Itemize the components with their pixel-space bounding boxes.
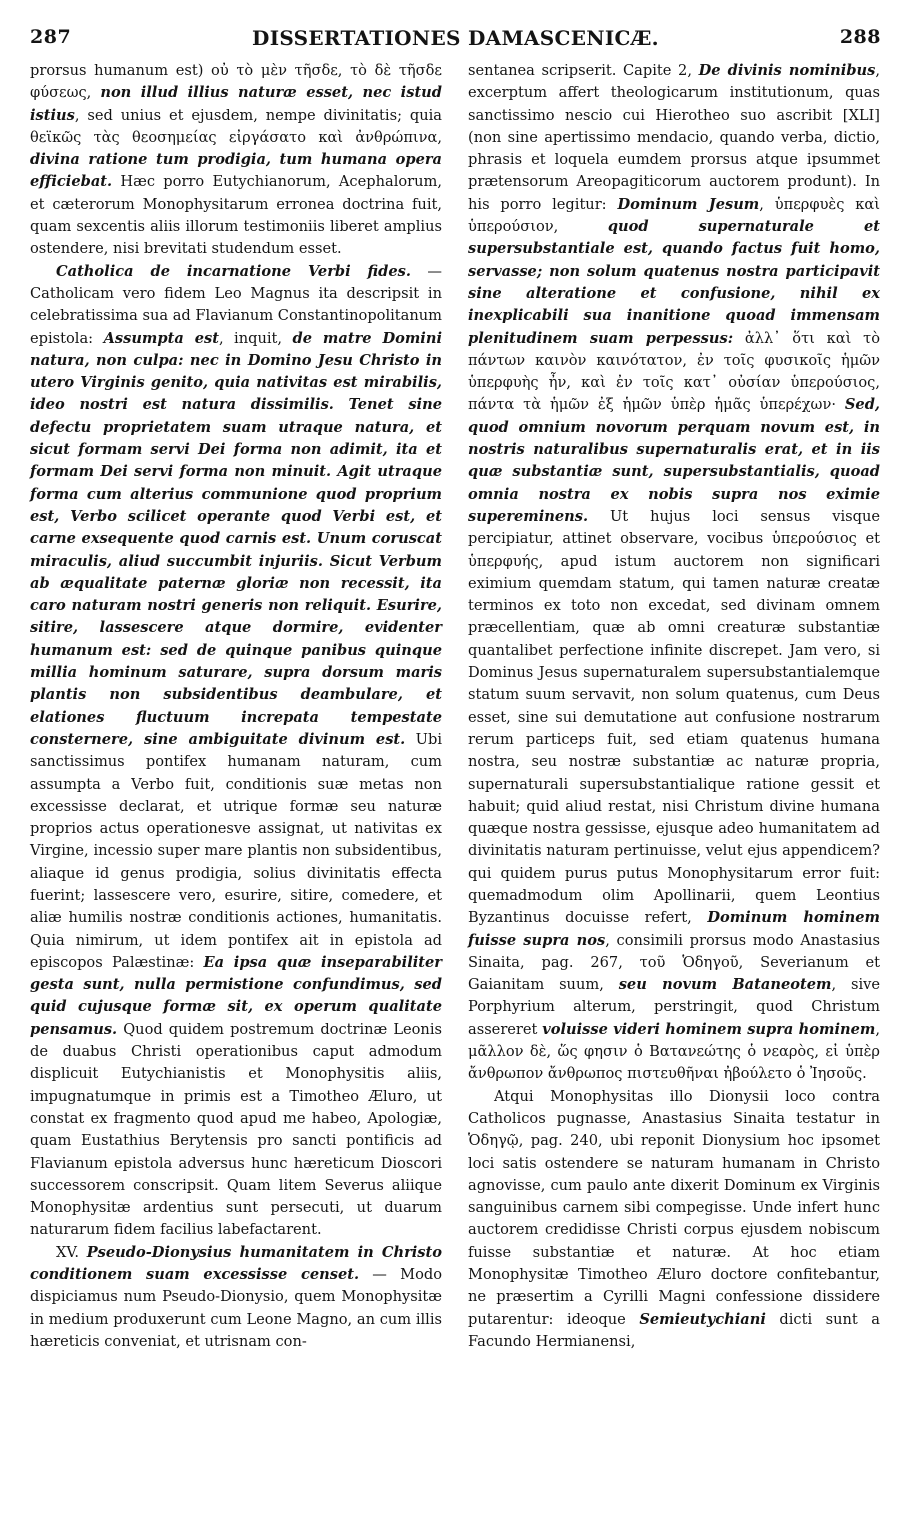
italic-text: De divinis nominibus xyxy=(698,62,876,79)
text-run: , inquit, xyxy=(218,329,293,347)
italic-text: Sed, quod omnium novorum perquam novum est, in nostris naturalibus supernaturalis erat, et in iis quæ substantiæ sunt, supersubstantialis, quoad omnia nostra ex nobis supra nos eximie supereminens. xyxy=(468,396,880,525)
paragraph xyxy=(30,261,442,1242)
left-column xyxy=(30,60,442,1353)
paragraph xyxy=(30,1242,442,1353)
right-page-number: 288 xyxy=(839,26,881,48)
text-run: prorsus humanum est) οὐ τὸ μὲν τῆσδε, τὸ δὲ τῆσδε φύσεως, xyxy=(30,62,442,102)
italic-text: Dominum hominem fuisse supra nos xyxy=(468,909,880,949)
text-run: , consimili prorsus modo Anastasius Sinaita, pag. 267, τοῦ Ὁδηγοῦ, Severianum et Gaianitam suum, xyxy=(468,931,881,994)
text-run: Atqui Monophysitas illo Dionysii loco contra Catholicos pugnasse, Anastasius Sinaita testatur in Ὁδηγῷ, pag. 240, ubi reponit Dionysium hoc ipsomet loci satis ostendere se naturam humanam in Christo agnovisse, cum paulo ante dixerit Dominum ex Virginis sanguinibus carnem sibi compegisse. Unde infert hunc auctorem credidisse Christi corpus ejusdem nobiscum fuisse substantiæ et naturæ. At hoc etiam Monophysitæ Timotheo Æluro doctore confitebantur, ne præsertim a Cyrilli Magni confessione dissidere putarentur: ideoque xyxy=(468,1087,880,1328)
italic-text: Catholica de incarnatione Verbi fides. xyxy=(56,262,411,280)
italic-text: Dominum Jesum xyxy=(617,195,760,213)
right-column xyxy=(468,60,880,1353)
italic-text: Semieutychiani xyxy=(639,1310,766,1328)
left-page-number: 287 xyxy=(30,26,72,48)
italic-text: de matre Domini natura, non culpa: nec in Domino Jesu Christo in utero Virginis genito, quia nativitas est mirabilis, ideo nostri est natura dissimilis. Tenet sine defectu proprietatem suam utraque natura, et sicut formam servi Dei forma non adimit, ita et formam Dei servi forma non minuit. Agit utraque forma cum alterius communione quod proprium est, Verbo scilicet operante quod Verbi est, et carne exsequente quod carnis est. Unum coruscat miraculis, aliud succumbit injuriis. Sicut Verbum ab æqualitate paternæ gloriæ non recessit, ita caro naturam nostri generis non reliquit. Esurire, sitire, lassescere atque dormire, evidenter humanum est: sed de quinque panibus quinque millia hominum saturare, supra dorsum maris plantis non subsidentibus deambulare, et elationes fluctuum increpata tempestate consternere, sine ambiguitate divinum est. xyxy=(30,329,442,748)
text-run: , ὑπερφυὲς καὶ ὑπερούσιον, xyxy=(468,195,880,236)
text-run: Quod quidem postremum doctrinæ Leonis de duabus Christi operationibus caput admodum displicuit Eutychianistis et Monophysitis aliis, impugnatumque in primis est a Timotheo Æluro, ut constat ex fragmento quod apud me habeo, Apologiæ, quam Eustathius Berytensis pro sancti pontificis ad Flavianum epistola adversus hunc hæreticum Dioscori successorem conscripsit. Quam litem Severus aliique Monophysitæ ardentius sunt persecuti, ut duarum naturarum fidem facilius labefactarent. xyxy=(30,1020,442,1239)
text-run: Ut hujus loci sensus visque percipiatur, attinet observare, vocibus ὑπερούσιος et ὑπερφυής, apud istum auctorem non significari eximium quemdam statum, qui tamen naturæ creatæ terminos ex toto non excedat, sed divinam omnem præcellentiam, quæ ab omni creaturæ substantiæ quantalibet perfectione infinite discrepet. Jam vero, si Dominus Jesus supernaturalem supersubstantialemque statum suum servavit, non solum quatenus, cum Deus esset, sine sui demutatione aut confusione nostrarum rerum particeps fuit, sed etiam quatenus humana nostra, seu nostræ substantiæ ac naturæ propria, supernaturali supersubstantialique ratione gessit et habuit; quid aliud restat, nisi Christum divine humana quæque nostra gessisse, ejusque adeo humanitatem ad divinitatis naturam pertinuisse, velut ejus appendicem? qui quidem purus putus Monophysitarum error fuit: quemadmodum olim Apollinarii, quem Leontius Byzantinus docuisse refert, xyxy=(468,507,880,927)
text-run: XV. xyxy=(56,1243,87,1261)
text-run: , μᾶλλον δὲ, ὥς φησιν ὁ Βατανεώτης ὁ νεαρὸς, εἰ ὑπὲρ ἄνθρωπον ἄνθρωπος πιστευθῆναι ἠβούλετο ὁ Ἰησοῦς. xyxy=(468,1020,880,1083)
text-run: — Catholicam vero fidem Leo Magnus ita descripsit in celebratissima sua ad Flavianum Constantinopolitanum epistola: xyxy=(30,262,443,347)
text-run: ἀλλ᾽ ὅτι καὶ τὸ πάντων καινὸν καινότατον, ἐν τοῖς φυσικοῖς ἡμῶν ὑπερφυὴς ἦν, καὶ ἐν τοῖς κατ᾽ οὐσίαν ὑπερούσιος, πάντα τὰ ἡμῶν ἐξ ἡμῶν ὑπὲρ ἡμᾶς ὑπερέχων· xyxy=(468,329,880,414)
text-run: , sive Porphyrium alterum, perstringit, quod Christum assereret xyxy=(468,976,880,1038)
running-title: DISSERTATIONES DAMASCENICÆ. xyxy=(252,26,659,50)
text-run: Hæc porro Eutychianorum, Acephalorum, et cæterorum Monophysitarum erronea doctrina fuit, quam sexcentis aliis illorum testimoniis liberet amplius ostendere, nisi brevitati studendum esset. xyxy=(30,173,442,258)
paragraph xyxy=(468,60,880,1086)
italic-text: Ea ipsa quæ inseparabiliter gesta sunt, nulla permistione confundimus, sed quid cujusque formæ sit, ex operum qualitate pensamus. xyxy=(30,953,442,1038)
italic-text: quod supernaturale et supersubstantiale est, quando factus fuit homo, servasse; non solum quatenus nostra participavit sine alteratione et confusione, nihil ex inexplicabili sua inanitione quoad immensam plenitudinem suam perpessus: xyxy=(468,218,880,347)
paragraph xyxy=(30,60,442,261)
italic-text: divina ratione tum prodigia, tum humana opera efficiebat. xyxy=(30,151,442,191)
italic-text: Assumpta est xyxy=(103,329,219,347)
text-run: dicti sunt a Facundo Hermianensi, xyxy=(468,1310,880,1350)
italic-text: non illud illius naturæ esset, nec istud istius xyxy=(30,84,442,124)
paragraph xyxy=(468,1086,880,1354)
italic-text: Pseudo-Dionysius humanitatem in Christo conditionem suam excessisse censet. xyxy=(30,1243,442,1284)
italic-text: seu novum Bataneotem xyxy=(618,976,832,994)
text-run: — Modo dispiciamus num Pseudo-Dionysio, quem Monophysitæ in medium produxerunt cum Leone Magno, an cum illis hæreticis conveniat, et utrisnam con- xyxy=(30,1266,442,1350)
text-run: , sed unius et ejusdem, nempe divinitatis; quia θεϊκῶς τὰς θεοσημείας εἰργάσατο καὶ ἀνθρώπινα, xyxy=(30,106,442,146)
text-run: , excerptum affert theologicarum institutionum, quas sanctissimo nescio cui Hierotheo suo ascribit [XLI] (non sine apertissimo mendacio, quando verba, dictio, phrasis et loquela eumdem prorsus atque ipsummet prætensorum Areopagiticorum auctorem produnt). In his porro legitur: xyxy=(468,62,881,213)
text-run: Ubi sanctissimus pontifex humanam naturam, cum assumpta a Verbo fuit, conditionis suæ metas non excessisse declarat, et utrique formæ seu naturæ proprios actus operationesve assignat, ut nativitas ex Virgine, incessio super mare plantis non subsidentibus, aliaque id genus prodigia, solius divinitatis effecta fuerint; lassescere vero, esurire, sitire, comedere, et aliæ humilis nostræ conditionis actiones, humanitatis. Quia nimirum, ut idem pontifex ait in epistola ad episcopos Palæstinæ: xyxy=(30,730,442,971)
italic-text: voluisse videri hominem supra hominem xyxy=(542,1020,876,1038)
text-run: sentanea scripserit. Capite 2, xyxy=(468,62,699,79)
